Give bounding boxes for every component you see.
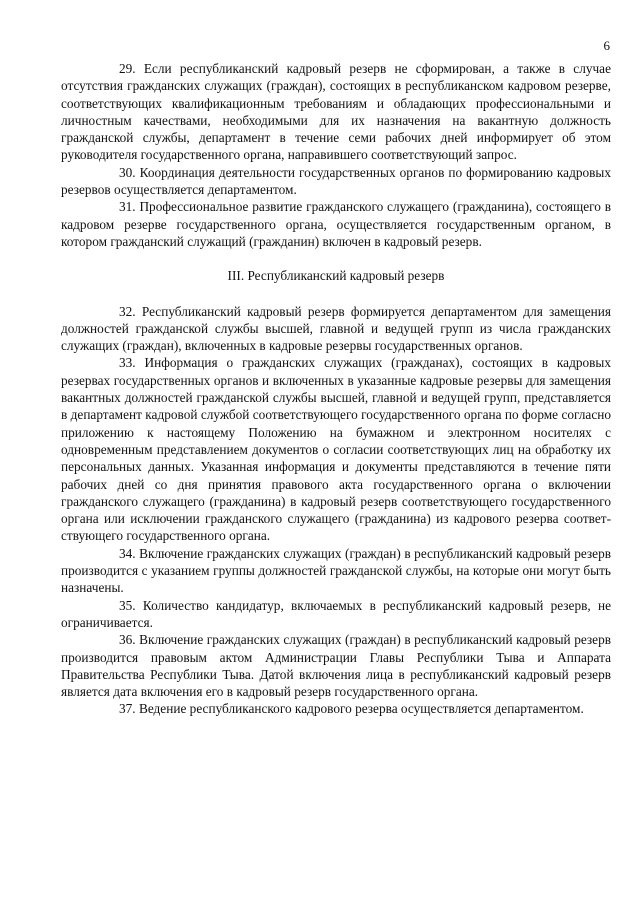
- paragraph-36: 36. Включение гражданских служащих (граждан) в республиканский кадровый резерв производится правовым актом Администрации Главы Республики Тыва и Аппарата Правительства Республики Тыва. Датой включения лица в республиканский кадровый резерв является дата включения его в кадровый резерв государственного органа.: [61, 632, 611, 700]
- paragraph-34: 34. Включение гражданских служащих (граждан) в республиканский кадровый резерв производится с указанием группы должностей гражданской службы, на которые они могут быть назначены.: [61, 545, 611, 596]
- paragraph-31: 31. Профессиональное развитие гражданского служащего (гражданина), состоящего в кадровом резерве государственного органа, осуществляется государственным органом, в котором гражданский служащий (гражданин) включен в кадровый резерв.: [61, 199, 611, 249]
- paragraph-37: 37. Ведение республиканского кадрового резерва осуществляется департаментом.: [119, 701, 584, 717]
- paragraph-29: 29. Если республиканский кадровый резерв не сформирован, а также в случае отсутствия гражданских служащих (граждан), состоящих в республиканском кадровом резерве, соответствующих квалификационным требованиям и обладающих профессиональными и личностным качествами, необходимыми для их назначения на вакантную должность гражданской службы, департамент в течение семи рабочих дней информирует об этом руководителя государственного органа, направившего соответствующий запрос.: [61, 61, 611, 163]
- page-number: 6: [603, 38, 610, 53]
- section-title: III. Республиканский кадровый резерв: [227, 268, 445, 284]
- paragraph-32: 32. Республиканский кадровый резерв формируется департаментом для замещения должностей гражданской службы высшей, главной и ведущей групп из числа гражданских служащих (граждан), включенных в кадровые резервы государственных органов.: [61, 303, 611, 354]
- paragraph-30: 30. Координация деятельности государственных органов по формированию кадровых резервов осуществляется департаментом.: [61, 164, 611, 198]
- paragraph-35: 35. Количество кандидатур, включаемых в республиканский кадровый резерв, не ограничивается.: [61, 597, 611, 630]
- document-body: [61, 60, 611, 718]
- paragraph-33: 33. Информация о гражданских служащих (гражданах), состоящих в кадровых резервах государственных органов и включенных в указанные кадровые резервы для замещения вакантных должностей гражданской службы высшей, главной и ведущей групп, представляется в департамент кадровой службой соответствующего государственного органа по форме согласно приложению к настоящему Положению на бумажном и электронном носителях с одновременным представлением документов о согласии соответствующих лиц на обработку их персональных данных. Указанная информация и документы представляются в течение пяти рабочих дней со дня принятия правового акта государственного органа о включении гражданского служащего (гражданина) в кадровый резерв соответствующего государственного органа или исключении гражданского служащего (гражданина) из кадрового резерва соответствующего государственного органа.: [61, 355, 611, 544]
